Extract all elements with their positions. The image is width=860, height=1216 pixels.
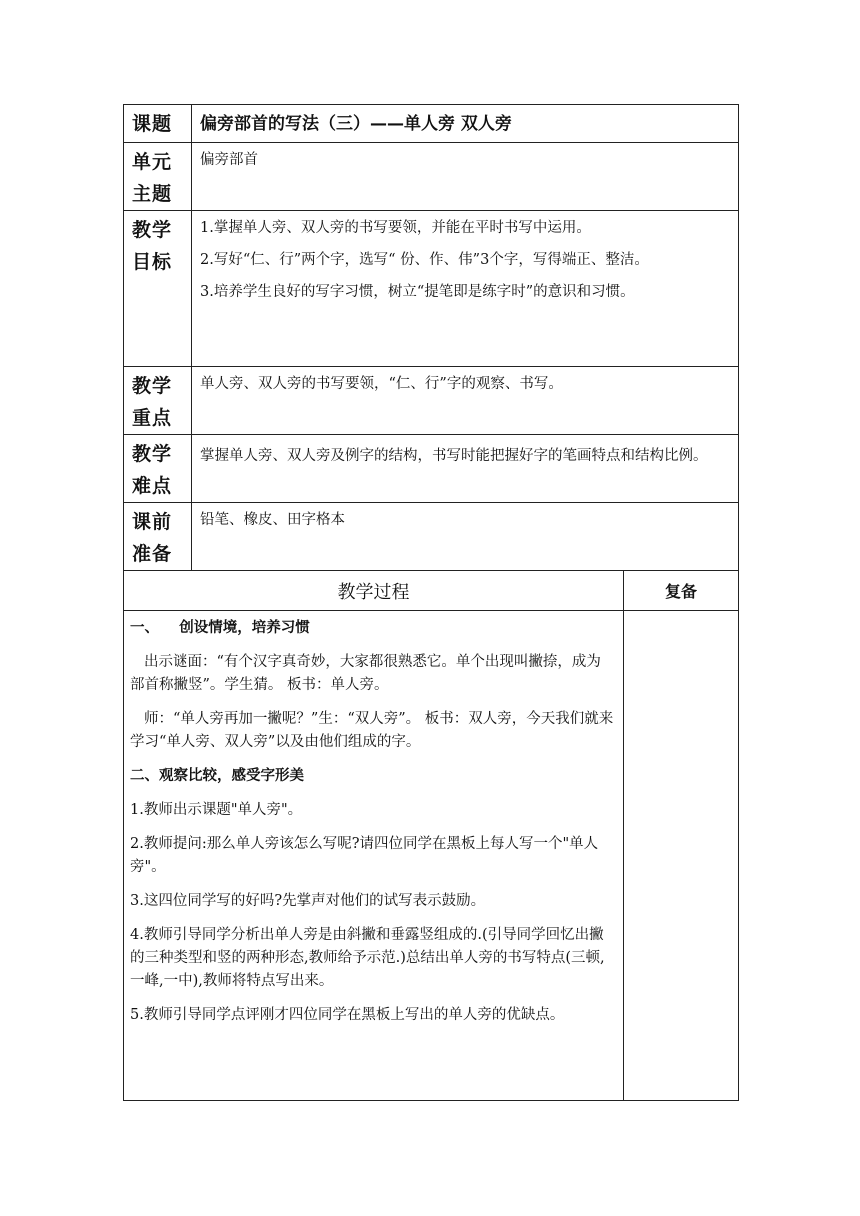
- goal-item: 3.培养学生良好的写字习惯，树立“提笔即是练字时”的意识和习惯。: [200, 284, 635, 300]
- review-column: [624, 611, 739, 1101]
- lesson-plan-table: [123, 104, 739, 1101]
- key-row: [124, 367, 739, 435]
- unit-row: [124, 143, 739, 211]
- review-header: 复备: [624, 571, 739, 611]
- list-item: 4.教师引导同学分析出单人旁是由斜撇和垂露竖组成的.(引导同学回忆出撇的三种类型和竖的两种形态,教师给予示范.)总结出单人旁的书写特点(三顿,一峰,一中),教师将特点写出来。: [130, 927, 605, 989]
- key-label: 教学 重点: [124, 367, 192, 435]
- goals-list: [192, 211, 739, 367]
- difficulty-value: 掌握单人旁、双人旁及例字的结构，书写时能把握好字的笔画特点和结构比例。: [192, 435, 739, 503]
- prep-row: [124, 503, 739, 571]
- key-value: 单人旁、双人旁的书写要领，“仁、行”字的观察、书写。: [192, 367, 739, 435]
- title-label: 课题: [124, 105, 192, 143]
- lesson-plan: [123, 104, 738, 1101]
- goal-item: 2.写好“仁、行”两个字，选写“ 份、作、伟”3个字，写得端正、整洁。: [200, 252, 649, 268]
- goal-item: 1.掌握单人旁、双人旁的书写要领，并能在平时书写中运用。: [200, 220, 591, 236]
- difficulty-label: 教学 难点: [124, 435, 192, 503]
- process-content: [124, 611, 624, 1101]
- process-header-row: [124, 571, 739, 611]
- paragraph: 出示谜面：“有个汉字真奇妙，大家都很熟悉它。单个出现叫撇捺，成为部首称撇竖”。学生猜。 板书：单人旁。: [130, 654, 601, 693]
- list-item: 2.教师提问:那么单人旁该怎么写呢?请四位同学在黑板上每人写一个"单人旁"。: [130, 836, 599, 875]
- process-header: 教学过程: [124, 571, 624, 611]
- list-item: 5.教师引导同学点评刚才四位同学在黑板上写出的单人旁的优缺点。: [130, 1007, 565, 1023]
- lesson-title: 偏旁部首的写法（三）——单人旁 双人旁: [192, 105, 739, 143]
- prep-label: 课前 准备: [124, 503, 192, 571]
- list-item: 3.这四位同学写的好吗?先掌声对他们的试写表示鼓励。: [130, 893, 486, 909]
- goals-row: [124, 211, 739, 367]
- difficulty-row: [124, 435, 739, 503]
- prep-value: 铅笔、橡皮、田字格本: [192, 503, 739, 571]
- title-row: [124, 105, 739, 143]
- paragraph: 师：“单人旁再加一撇呢？”生：“双人旁”。 板书：双人旁，今天我们就来学习“单人旁、双人旁”以及由他们组成的字。: [130, 711, 614, 750]
- section-title: 二、观察比较，感受字形美: [130, 768, 304, 784]
- section-title: 一、 创设情境，培养习惯: [130, 620, 310, 636]
- process-body-row: [124, 611, 739, 1101]
- unit-value: 偏旁部首: [192, 143, 739, 211]
- list-item: 1.教师出示课题"单人旁"。: [130, 802, 303, 818]
- goals-label: 教学 目标: [124, 211, 192, 367]
- unit-label: 单元 主题: [124, 143, 192, 211]
